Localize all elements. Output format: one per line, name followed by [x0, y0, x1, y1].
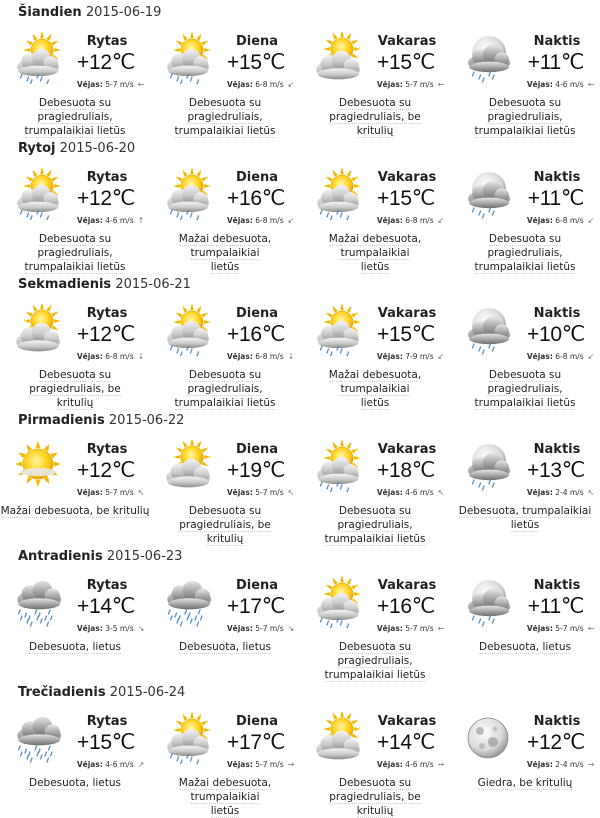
moon-cloud-rain-icon: [462, 576, 514, 628]
wind-info: [318, 352, 446, 361]
wind-speed: 4-6 m/s: [405, 488, 434, 497]
weather-description: [300, 368, 450, 410]
wind-label: Vėjas:: [526, 760, 553, 769]
day-date: 2015-06-19: [85, 5, 162, 20]
wind-direction-icon: ↖: [587, 488, 595, 497]
wind-speed: 5-7 m/s: [105, 80, 134, 89]
wind-speed: 4-6 m/s: [105, 216, 134, 225]
wind-speed: 6-8 m/s: [555, 352, 584, 361]
wind-direction-icon: ↓: [137, 352, 145, 361]
description-line: Debesuota su pragiedruliais, be: [329, 777, 421, 803]
temperature: +15℃: [226, 51, 285, 74]
temperature: +12℃: [526, 731, 585, 754]
period-name: Rytas: [86, 578, 128, 593]
temperature: +16℃: [226, 323, 285, 346]
wind-speed: 6-8 m/s: [255, 80, 284, 89]
wind-speed: 4-6 m/s: [405, 760, 434, 769]
description-line: kritulių: [206, 533, 244, 545]
weather-description: [450, 96, 600, 138]
description-line: kritulių: [56, 397, 94, 409]
weather-description: [0, 504, 150, 518]
wind-info: [168, 352, 296, 361]
period-forecast: [150, 710, 300, 817]
wind-direction-icon: ↓: [287, 352, 295, 361]
wind-label: Vėjas:: [226, 216, 253, 225]
wind-direction-icon: ←: [437, 624, 445, 633]
day-name: Rytoj: [18, 141, 56, 156]
wind-label: Vėjas:: [526, 488, 553, 497]
weather-description: [150, 368, 300, 410]
period-forecast: [450, 166, 600, 273]
temperature: +15℃: [376, 323, 435, 346]
wind-speed: 6-8 m/s: [255, 216, 284, 225]
wind-info: [168, 488, 296, 497]
period-forecast: [0, 574, 150, 678]
wind-speed: 2-4 m/s: [555, 760, 584, 769]
period-forecast: [300, 574, 450, 681]
period-forecast: [150, 166, 300, 273]
wind-speed: 6-8 m/s: [405, 216, 434, 225]
temperature: +16℃: [226, 187, 285, 210]
wind-label: Vėjas:: [376, 760, 403, 769]
sun-cloud-rain-icon: [162, 712, 214, 764]
description-line: trumpalaikiai lietūs: [474, 125, 576, 137]
wind-speed: 6-8 m/s: [255, 352, 284, 361]
period-forecast: [0, 166, 150, 273]
wind-speed: 4-6 m/s: [555, 80, 584, 89]
moon-cloud-rain-icon: [462, 168, 514, 220]
description-line: Mažai debesuota, be kritulių: [0, 505, 150, 517]
cloud-rain-icon: [12, 576, 64, 628]
period-name: Vakaras: [377, 34, 437, 49]
description-line: trumpalaikiai lietūs: [24, 125, 126, 137]
period-forecast: [0, 302, 150, 409]
wind-direction-icon: →: [287, 760, 295, 769]
temperature: +17℃: [226, 595, 285, 618]
period-name: Rytas: [86, 34, 128, 49]
weather-description: [300, 504, 450, 546]
description-line: Debesuota su pragiedruliais,: [37, 97, 113, 123]
description-line: Debesuota, lietus: [29, 777, 121, 789]
period-name: Rytas: [86, 170, 128, 185]
wind-info: [18, 760, 146, 769]
weather-description: [0, 368, 150, 410]
sun-cloud-rain-icon: [162, 168, 214, 220]
wind-label: Vėjas:: [226, 624, 253, 633]
wind-label: Vėjas:: [226, 488, 253, 497]
wind-label: Vėjas:: [76, 216, 103, 225]
description-line: Debesuota su pragiedruliais,: [487, 369, 563, 395]
description-line: trumpalaikiai lietūs: [324, 533, 426, 545]
moon-cloud-rain-icon: [462, 32, 514, 84]
wind-label: Vėjas:: [226, 352, 253, 361]
wind-label: Vėjas:: [376, 216, 403, 225]
temperature: +16℃: [376, 595, 435, 618]
period-name: Vakaras: [377, 306, 437, 321]
period-forecast: [150, 302, 300, 409]
description-line: Debesuota su pragiedruliais,: [487, 233, 563, 259]
wind-speed: 5-7 m/s: [405, 80, 434, 89]
wind-label: Vėjas:: [76, 80, 103, 89]
wind-speed: 6-8 m/s: [555, 216, 584, 225]
wind-info: [468, 624, 596, 633]
wind-direction-icon: ←: [587, 624, 595, 633]
temperature: +11℃: [527, 187, 585, 210]
description-line: Debesuota, lietus: [479, 641, 571, 653]
weather-description: [150, 232, 300, 274]
temperature: +12℃: [76, 51, 135, 74]
description-line: Debesuota, lietus: [179, 641, 271, 653]
cloud-rain-icon: [12, 712, 64, 764]
wind-info: [318, 760, 446, 769]
wind-info: [18, 352, 146, 361]
description-line: Debesuota su pragiedruliais,: [37, 233, 113, 259]
period-forecast: [300, 302, 450, 409]
period-name: Diena: [235, 170, 279, 185]
wind-direction-icon: ↙: [587, 216, 595, 225]
day-section: [0, 408, 600, 544]
temperature: +17℃: [226, 731, 285, 754]
temperature: +12℃: [76, 323, 135, 346]
wind-info: [168, 80, 296, 89]
period-forecast: [300, 166, 450, 273]
sun-cloud-icon: [312, 712, 364, 764]
wind-info: [318, 80, 446, 89]
day-section: [0, 544, 600, 680]
period-name: Rytas: [86, 714, 128, 729]
wind-info: [18, 488, 146, 497]
wind-direction-icon: ↙: [437, 352, 445, 361]
description-line: lietūs: [210, 261, 240, 273]
description-line: Debesuota su pragiedruliais,: [337, 641, 413, 667]
weather-description: [0, 232, 150, 274]
wind-info: [468, 760, 596, 769]
weather-description: [450, 776, 600, 790]
wind-info: [18, 216, 146, 225]
temperature: +15℃: [376, 51, 435, 74]
sun-cloud-icon: [12, 304, 64, 356]
wind-direction-icon: ↙: [287, 80, 295, 89]
day-name: Trečiadienis: [18, 685, 106, 700]
wind-direction-icon: ↑: [137, 216, 145, 225]
period-forecast: [450, 438, 600, 542]
period-name: Vakaras: [377, 578, 437, 593]
wind-speed: 5-7 m/s: [405, 624, 434, 633]
wind-info: [18, 624, 146, 633]
description-line: trumpalaikiai lietūs: [24, 261, 126, 273]
wind-direction-icon: →: [587, 760, 595, 769]
description-line: Debesuota, lietus: [29, 641, 121, 653]
sun-cloud-icon: [162, 440, 214, 492]
wind-label: Vėjas:: [226, 80, 253, 89]
day-heading: [18, 413, 184, 428]
sun-small-cloud-icon: [12, 440, 64, 492]
wind-direction-icon: ←: [587, 80, 595, 89]
wind-label: Vėjas:: [76, 624, 103, 633]
description-line: Debesuota su pragiedruliais, be: [329, 97, 421, 123]
moon-clear-icon: [462, 712, 514, 764]
wind-info: [468, 488, 596, 497]
temperature: +15℃: [76, 731, 135, 754]
wind-speed: 6-8 m/s: [105, 352, 134, 361]
day-section: [0, 272, 600, 408]
weather-description: [150, 504, 300, 546]
description-line: trumpalaikiai lietūs: [474, 261, 576, 273]
wind-info: [18, 80, 146, 89]
wind-direction-icon: ↙: [587, 352, 595, 361]
sun-cloud-rain-icon: [162, 304, 214, 356]
description-line: Mažai debesuota, trumpalaikiai: [178, 233, 272, 259]
weather-description: [450, 504, 600, 532]
weather-description: [150, 776, 300, 818]
description-line: kritulių: [356, 125, 394, 137]
wind-label: Vėjas:: [376, 352, 403, 361]
wind-info: [168, 624, 296, 633]
period-name: Naktis: [533, 714, 581, 729]
wind-info: [468, 80, 596, 89]
period-forecast: [150, 438, 300, 545]
weather-description: [150, 96, 300, 138]
day-name: Pirmadienis: [18, 413, 105, 428]
day-name: Antradienis: [18, 549, 103, 564]
description-line: lietūs: [360, 397, 390, 409]
day-heading: [18, 549, 182, 564]
period-forecast: [450, 710, 600, 814]
temperature: +18℃: [376, 459, 435, 482]
day-name: Sekmadienis: [18, 277, 112, 292]
temperature: +10℃: [526, 323, 585, 346]
wind-label: Vėjas:: [76, 352, 103, 361]
cloud-rain-icon: [162, 576, 214, 628]
weather-description: [300, 232, 450, 274]
description-line: trumpalaikiai lietūs: [324, 669, 426, 681]
period-name: Naktis: [533, 306, 581, 321]
wind-speed: 5-7 m/s: [105, 488, 134, 497]
day-section: [0, 0, 600, 136]
description-line: Giedra, be kritulių: [477, 777, 573, 789]
wind-direction-icon: ↙: [437, 216, 445, 225]
weather-description: [450, 368, 600, 410]
wind-label: Vėjas:: [226, 760, 253, 769]
wind-label: Vėjas:: [526, 216, 553, 225]
period-name: Naktis: [533, 578, 581, 593]
period-name: Vakaras: [377, 714, 437, 729]
period-forecast: [300, 438, 450, 545]
sun-cloud-rain-icon: [12, 32, 64, 84]
wind-info: [168, 216, 296, 225]
description-line: Mažai debesuota, trumpalaikiai: [178, 777, 272, 803]
description-line: Debesuota su pragiedruliais, be: [29, 369, 121, 395]
moon-cloud-rain-icon: [462, 440, 514, 492]
day-heading: [18, 141, 135, 156]
description-line: Debesuota su pragiedruliais,: [337, 505, 413, 531]
wind-speed: 5-7 m/s: [255, 488, 284, 497]
period-name: Vakaras: [377, 170, 437, 185]
day-date: 2015-06-24: [109, 685, 186, 700]
temperature: +19℃: [226, 459, 285, 482]
period-forecast: [300, 710, 450, 817]
weather-description: [300, 776, 450, 818]
sun-cloud-rain-icon: [12, 168, 64, 220]
period-forecast: [150, 574, 300, 678]
wind-speed: 5-7 m/s: [255, 624, 284, 633]
temperature: +12℃: [76, 187, 135, 210]
day-heading: [18, 277, 191, 292]
period-name: Naktis: [533, 34, 581, 49]
wind-speed: 3-5 m/s: [105, 624, 134, 633]
wind-speed: 5-7 m/s: [255, 760, 284, 769]
wind-label: Vėjas:: [376, 488, 403, 497]
description-line: Debesuota su pragiedruliais,: [187, 97, 263, 123]
period-name: Diena: [235, 34, 279, 49]
period-name: Naktis: [533, 170, 581, 185]
day-date: 2015-06-20: [59, 141, 136, 156]
period-name: Naktis: [533, 442, 581, 457]
temperature: +14℃: [376, 731, 435, 754]
day-date: 2015-06-23: [106, 549, 183, 564]
description-line: Debesuota su pragiedruliais,: [487, 97, 563, 123]
description-line: trumpalaikiai lietūs: [474, 397, 576, 409]
wind-direction-icon: ←: [437, 80, 445, 89]
wind-info: [168, 760, 296, 769]
weather-description: [0, 96, 150, 138]
temperature: +11℃: [527, 51, 585, 74]
day-heading: [18, 5, 161, 20]
weather-description: [450, 232, 600, 274]
wind-info: [318, 488, 446, 497]
day-date: 2015-06-22: [108, 413, 185, 428]
temperature: +13℃: [526, 459, 585, 482]
period-forecast: [450, 574, 600, 678]
wind-info: [468, 216, 596, 225]
period-forecast: [300, 30, 450, 137]
weather-description: [150, 640, 300, 654]
wind-label: Vėjas:: [376, 80, 403, 89]
sun-cloud-rain-icon: [162, 32, 214, 84]
description-line: kritulių: [356, 805, 394, 817]
weather-description: [300, 96, 450, 138]
temperature: +11℃: [527, 595, 585, 618]
wind-info: [318, 216, 446, 225]
wind-direction-icon: ↙: [287, 216, 295, 225]
description-line: lietūs: [210, 805, 240, 817]
day-name: Šiandien: [18, 5, 82, 20]
day-section: [0, 680, 600, 816]
wind-direction-icon: ←: [137, 80, 145, 89]
description-line: trumpalaikiai lietūs: [174, 125, 276, 137]
wind-direction-icon: ↘: [137, 624, 145, 633]
period-name: Rytas: [86, 442, 128, 457]
period-name: Rytas: [86, 306, 128, 321]
wind-direction-icon: ↘: [287, 624, 295, 633]
sun-cloud-rain-icon: [312, 168, 364, 220]
wind-speed: 2-4 m/s: [555, 488, 584, 497]
temperature: +15℃: [376, 187, 435, 210]
day-section: [0, 136, 600, 272]
description-line: Mažai debesuota, trumpalaikiai: [328, 369, 422, 395]
sun-cloud-icon: [312, 32, 364, 84]
wind-speed: 4-6 m/s: [105, 760, 134, 769]
wind-label: Vėjas:: [526, 352, 553, 361]
period-name: Diena: [235, 442, 279, 457]
wind-info: [468, 352, 596, 361]
description-line: lietūs: [360, 261, 390, 273]
wind-direction-icon: →: [437, 760, 445, 769]
period-name: Diena: [235, 714, 279, 729]
wind-direction-icon: ↖: [437, 488, 445, 497]
description-line: trumpalaikiai lietūs: [174, 397, 276, 409]
period-forecast: [0, 710, 150, 814]
sun-cloud-rain-icon: [312, 440, 364, 492]
day-date: 2015-06-21: [115, 277, 191, 292]
description-line: Mažai debesuota, trumpalaikiai: [328, 233, 422, 259]
sun-cloud-rain-icon: [312, 576, 364, 628]
period-name: Diena: [235, 306, 279, 321]
wind-label: Vėjas:: [526, 80, 553, 89]
weather-description: [0, 640, 150, 654]
weather-description: [0, 776, 150, 790]
wind-info: [318, 624, 446, 633]
period-forecast: [150, 30, 300, 137]
wind-label: Vėjas:: [76, 488, 103, 497]
sun-cloud-rain-icon: [312, 304, 364, 356]
period-forecast: [0, 30, 150, 137]
description-line: Debesuota su pragiedruliais,: [187, 369, 263, 395]
weather-description: [450, 640, 600, 654]
wind-label: Vėjas:: [376, 624, 403, 633]
moon-cloud-rain-icon: [462, 304, 514, 356]
period-forecast: [0, 438, 150, 542]
period-forecast: [450, 302, 600, 409]
temperature: +14℃: [76, 595, 135, 618]
description-line: Debesuota, trumpalaikiai lietūs: [458, 505, 592, 531]
period-name: Vakaras: [377, 442, 437, 457]
wind-direction-icon: ↖: [137, 488, 145, 497]
period-name: Diena: [235, 578, 279, 593]
wind-direction-icon: ↗: [137, 760, 145, 769]
wind-direction-icon: ↖: [287, 488, 295, 497]
wind-speed: 5-7 m/s: [555, 624, 584, 633]
weather-description: [300, 640, 450, 682]
wind-speed: 7-9 m/s: [405, 352, 434, 361]
description-line: Debesuota su pragiedruliais, be: [179, 505, 271, 531]
wind-label: Vėjas:: [76, 760, 103, 769]
period-forecast: [450, 30, 600, 137]
day-heading: [18, 685, 185, 700]
temperature: +12℃: [76, 459, 135, 482]
wind-label: Vėjas:: [526, 624, 553, 633]
